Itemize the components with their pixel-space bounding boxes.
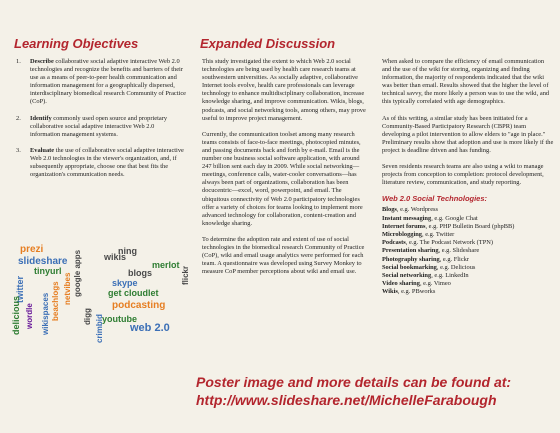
- technology-name: Social networking: [382, 272, 432, 280]
- results-paragraph: When asked to compare the efficiency of email communication and the use of the wiki for storing, organizing and finding information, the majority of respondents indicated that the wiki was better than email. Results showed that the higher the level of technical savvy, the more likely a person was to use the wiki, and this typically correlated with age demographics.: [382, 58, 550, 106]
- word-cloud-term: wikis: [104, 252, 127, 262]
- web2-word-cloud: [12, 235, 192, 350]
- objective-number: 1.: [16, 58, 21, 65]
- objective-verb: Evaluate: [30, 146, 55, 154]
- technology-example: , e.g. The Podcast Network (TPN): [405, 239, 494, 247]
- objective-verb: Identify: [30, 114, 52, 122]
- word-cloud-term: flickr: [181, 265, 190, 285]
- technology-example: , e.g. LinkedIn: [431, 272, 469, 280]
- objectives-list: [16, 58, 186, 179]
- technology-name: Presentation sharing: [382, 247, 439, 255]
- objective-item: [16, 115, 186, 139]
- technology-example: , e.g. Flickr: [439, 255, 469, 263]
- technology-item: [382, 239, 554, 247]
- word-cloud-term: wikispaces: [41, 292, 50, 335]
- learning-objectives-heading: Learning Objectives: [14, 36, 139, 51]
- technology-item: [382, 288, 554, 296]
- technology-example: , e.g. Delicious: [436, 263, 476, 271]
- technology-name: Wikis: [382, 288, 398, 296]
- word-cloud-term: get cloudlet: [108, 288, 159, 298]
- technology-example: , e.g. Vimeo: [419, 280, 451, 288]
- objective-text: collaborative social adaptive interactive Web 2.0 technologies and recognize the benefits and barriers of their use as a means of peer-to-peer health communication and information management for a geographically dispersed, interdisciplinary biomedical research Community of Practice (CoP).: [30, 58, 186, 106]
- word-cloud-term: netvibes: [63, 272, 72, 305]
- technology-example: , e.g. Wordpress: [396, 206, 438, 214]
- technology-example: , e.g. Slideshare: [438, 247, 480, 255]
- discussion-paragraph: Currently, the communication toolset among many research teams consists of face-to-face meetings, photocopied minutes, and passing documents back and forth by e-mail. Email is the number one business social software application, with around 247 billion sent each day in 2009. While social networking—meetings, conference calls, water-cooler conversations—has always been part of organizations, collaboration has been docucentric—excel, word, powerpoint, and email. The ubiquitous connectivity of Web 2.0 participatory technologies offer a variety of choices for teams looking to implement more advanced technology for collaboration, content-creation and knowledge sharing.: [202, 130, 363, 227]
- poster-link-caption: Poster image and more details can be found at:: [196, 374, 512, 390]
- word-cloud-term: podcasting: [112, 300, 166, 311]
- technology-item: [382, 247, 554, 255]
- technology-name: Internet forums: [382, 222, 426, 230]
- objective-item: [16, 147, 186, 179]
- discussion-paragraph: To determine the adoption rate and extent of use of social technologies in the biomedical research Community of Practice (CoP), wiki and email usage analytics were performed for each team. A questionnaire was developed using Survey Monkey to measure CoP member perceptions about wiki and email use.: [202, 235, 365, 276]
- objective-text: the use of collaborative social adaptive interactive Web 2.0 technologies in the viewer's organization, and, if subsequently appropriate, choose one that best fits the organization's communication needs.: [30, 146, 184, 179]
- technology-item: [382, 231, 554, 239]
- word-cloud-term: wordle: [25, 303, 34, 329]
- technology-item: [382, 256, 554, 264]
- technology-item: [382, 223, 554, 231]
- technology-example: , e.g. Twitter: [422, 231, 455, 239]
- technology-name: Video sharing: [382, 280, 420, 288]
- results-paragraph: As of this writing, a similar study has been initiated for a Community-Based Participatory Research (CBPR) team developing a pilot intervention to allow elders to "age in place." Preliminary results show that adoption and use is more likely if the project is deadline driven and has funding.: [382, 114, 554, 154]
- results-column: [382, 58, 554, 297]
- word-cloud-term: slideshare: [18, 256, 68, 267]
- word-cloud-term: google apps: [73, 249, 82, 297]
- technology-name: Podcasts: [382, 239, 406, 247]
- technology-name: Photography sharing: [382, 255, 440, 263]
- expanded-discussion-column: [202, 58, 370, 284]
- word-cloud-term: web 2.0: [130, 322, 170, 334]
- word-cloud-term: digg: [83, 308, 92, 325]
- technology-example: , e.g. PHP Bulletin Board (phpBB): [425, 222, 515, 230]
- learning-objectives-column: [16, 58, 186, 187]
- social-technologies-heading: Web 2.0 Social Technologies:: [382, 194, 488, 204]
- technology-name: Social bookmarking: [382, 263, 437, 271]
- word-cloud-term: ning: [118, 246, 137, 256]
- objective-number: 3.: [16, 146, 21, 154]
- objective-verb: Describe: [30, 58, 54, 65]
- word-cloud-term: blogs: [128, 268, 152, 278]
- technology-name: Blogs: [382, 206, 397, 214]
- technology-item: [382, 280, 554, 288]
- technology-name: Microblogging: [382, 231, 423, 239]
- technology-item: [382, 215, 554, 223]
- word-cloud-term: delicious: [11, 295, 21, 335]
- word-cloud-term: prezi: [20, 244, 44, 255]
- discussion-paragraph: This study investigated the extent to which Web 2.0 social technologies are being used by health care research teams at southwestern universities. As socially adaptive, collaborative Internet tools evolve, health care professionals can leverage technology to enhance multidisciplinary collaboration, increase knowledge sharing, and improve communication. Wikis, blogs, podcasts, and social networking tools, among others, may prove useful to improve project management.: [202, 58, 366, 122]
- technology-example: , e.g. Google Chat: [431, 214, 478, 222]
- technology-name: Instant messaging: [382, 214, 432, 222]
- technology-item: [382, 272, 554, 280]
- technology-item: [382, 206, 554, 214]
- word-cloud-term: tinyurl: [34, 266, 62, 276]
- objective-text: commonly used open source and proprietary collaborative social adaptive interactive Web 2.0 information management systems.: [30, 114, 168, 138]
- word-cloud-term: merlot: [152, 260, 180, 270]
- slideshare-link[interactable]: http://www.slideshare.net/MichelleFarabough: [196, 392, 497, 408]
- word-cloud-term: crimbid: [95, 314, 104, 343]
- objective-number: 2.: [16, 114, 21, 122]
- expanded-discussion-heading: Expanded Discussion: [200, 36, 336, 51]
- word-cloud-term: youtube: [102, 314, 137, 324]
- social-technologies-list: [382, 206, 554, 296]
- results-paragraph: Seven residents research teams are also using a wiki to manage projects from conception to completion: protocol development, literature review, communication, and study reporting.: [382, 163, 544, 187]
- word-cloud-term: twitter: [15, 276, 25, 303]
- word-cloud-term: beachlogs: [51, 281, 60, 321]
- objective-item: [16, 58, 186, 107]
- technology-item: [382, 264, 554, 272]
- technology-example: , e.g. PBworks: [397, 288, 436, 296]
- word-cloud-term: skype: [112, 278, 138, 288]
